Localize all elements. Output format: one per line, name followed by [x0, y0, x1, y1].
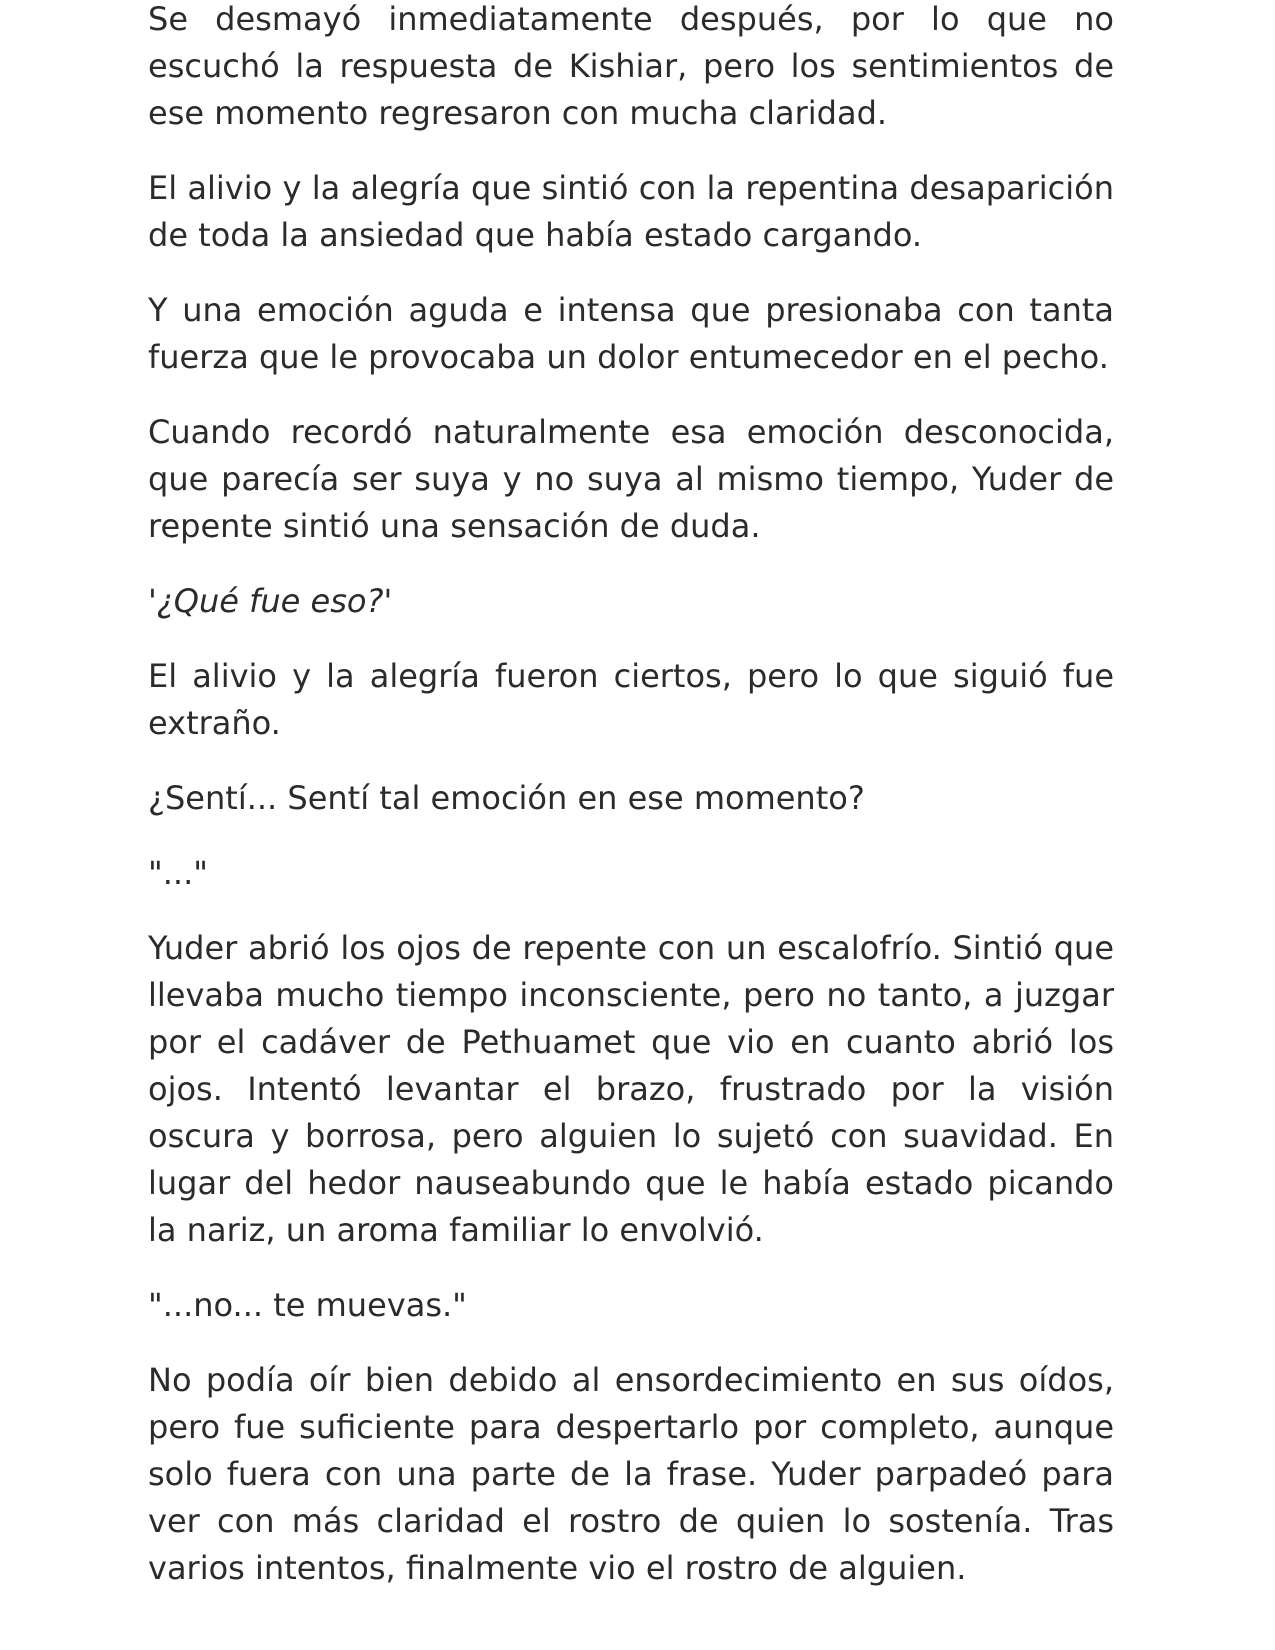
paragraph-4: Cuando recordó naturalmente esa emoción desconocida, que parecía ser suya y no suya al mismo tiempo, Yuder de repente sintió una sensación de duda. — [148, 413, 1114, 545]
paragraph-10-dialogue: "...no... te muevas." — [148, 1286, 467, 1324]
paragraph-11: No podía oír bien debido al ensordecimiento en sus oídos, pero fue suficiente para despertarlo por completo, aunque solo fuera con una parte de la frase. Yuder parpadeó para ver con más claridad el rostro de quien lo sostenía. Tras varios intentos, finalmente vio el rostro de alguien. — [148, 1361, 1114, 1587]
paragraph-8-dialogue: "..." — [148, 854, 208, 892]
paragraph-6: El alivio y la alegría fueron ciertos, pero lo que siguió fue extraño. — [148, 657, 1114, 742]
paragraph-2: El alivio y la alegría que sintió con la repentina desaparición de toda la ansiedad que había estado cargando. — [148, 169, 1114, 254]
paragraph-5-thought: '¿Qué fue eso?' — [148, 582, 393, 620]
document-page — [148, 0, 1114, 1620]
paragraph-9: Yuder abrió los ojos de repente con un escalofrío. Sintió que llevaba mucho tiempo inconsciente, pero no tanto, a juzgar por el cadáver de Pethuamet que vio en cuanto abrió los ojos. Intentó levantar el brazo, frustrado por la visión oscura y borrosa, pero alguien lo sujetó con suavidad. En lugar del hedor nauseabundo que le había estado picando la nariz, un aroma familiar lo envolvió. — [148, 929, 1114, 1249]
paragraph-1: Se desmayó inmediatamente después, por lo que no escuchó la respuesta de Kishiar, pero los sentimientos de ese momento regresaron con mucha claridad. — [148, 0, 1114, 132]
paragraph-7: ¿Sentí... Sentí tal emoción en ese momento? — [148, 779, 865, 817]
paragraph-3: Y una emoción aguda e intensa que presionaba con tanta fuerza que le provocaba un dolor entumecedor en el pecho. — [148, 291, 1114, 376]
